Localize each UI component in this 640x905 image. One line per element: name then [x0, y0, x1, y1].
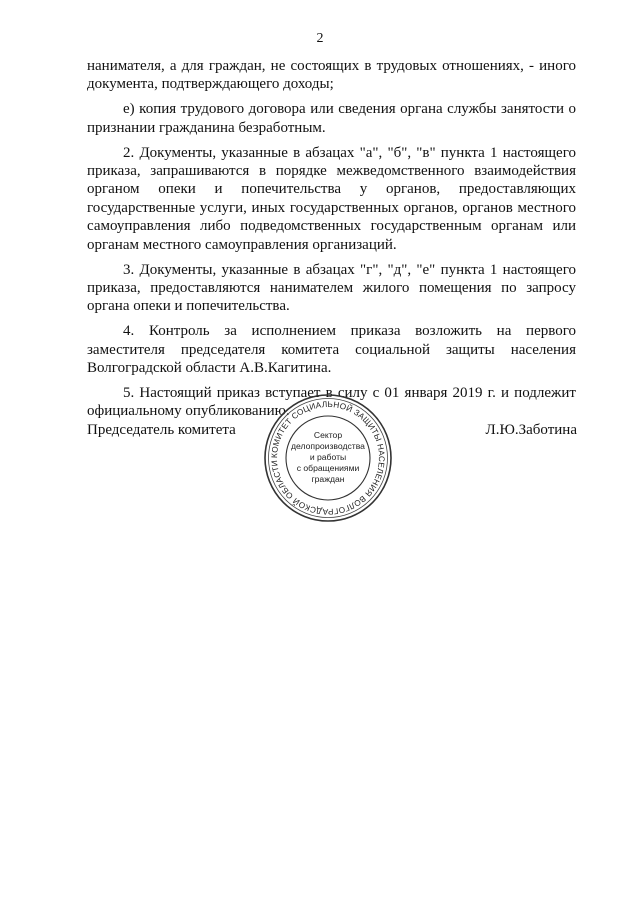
page-number: 2	[316, 31, 324, 46]
paragraph-point-2: 2. Документы, указанные в абзацах "а", "б", "в" пункта 1 настоящего приказа, запрашиваются в порядке межведомственного взаимодействия органом опеки и попечительства у органов, предоставляющих государственные услуги, иных государственных органов, органов местного самоуправления либо подведомственных государственным органам или органам местного самоуправления организаций.	[87, 144, 576, 253]
official-stamp	[262, 392, 394, 524]
paragraph-point-3: 3. Документы, указанные в абзацах "г", "д", "е" пункта 1 настоящего приказа, предоставляются нанимателем жилого помещения по запросу органа опеки и попечительства.	[87, 261, 576, 315]
svg-text:граждан: граждан	[311, 474, 345, 484]
paragraph-point-4: 4. Контроль за исполнением приказа возложить на первого заместителя председателя комитета социальной защиты населения Волгоградской области А.В.Кагитина.	[87, 323, 576, 377]
svg-text:Сектор: Сектор	[313, 430, 343, 440]
paragraph-item-e: е) копия трудового договора или сведения органа службы занятости о признании гражданина безработным.	[87, 101, 576, 136]
svg-text:КОМИТЕТ СОЦИАЛЬНОЙ ЗАЩИТЫ НАСЕ: КОМИТЕТ СОЦИАЛЬНОЙ ЗАЩИТЫ НАСЕЛЕНИЯ ВОЛГОГРАДСКОЙ ОБЛАСТИ	[269, 399, 387, 517]
svg-text:делопроизводства: делопроизводства	[291, 441, 365, 451]
svg-text:с обращениями: с обращениями	[296, 463, 360, 473]
signatory-title: Председатель комитета	[87, 422, 236, 438]
document-body	[87, 57, 576, 421]
paragraph-continuation: нанимателя, а для граждан, не состоящих в трудовых отношениях, - иного документа, подтверждающего доходы;	[87, 58, 576, 93]
svg-text:и работы: и работы	[309, 452, 347, 462]
signatory-name: Л.Ю.Заботина	[485, 422, 577, 438]
paragraph-point-5: 5. Настоящий приказ вступает в силу с 01 января 2019 г. и подлежит официальному опубликованию.	[87, 385, 576, 420]
